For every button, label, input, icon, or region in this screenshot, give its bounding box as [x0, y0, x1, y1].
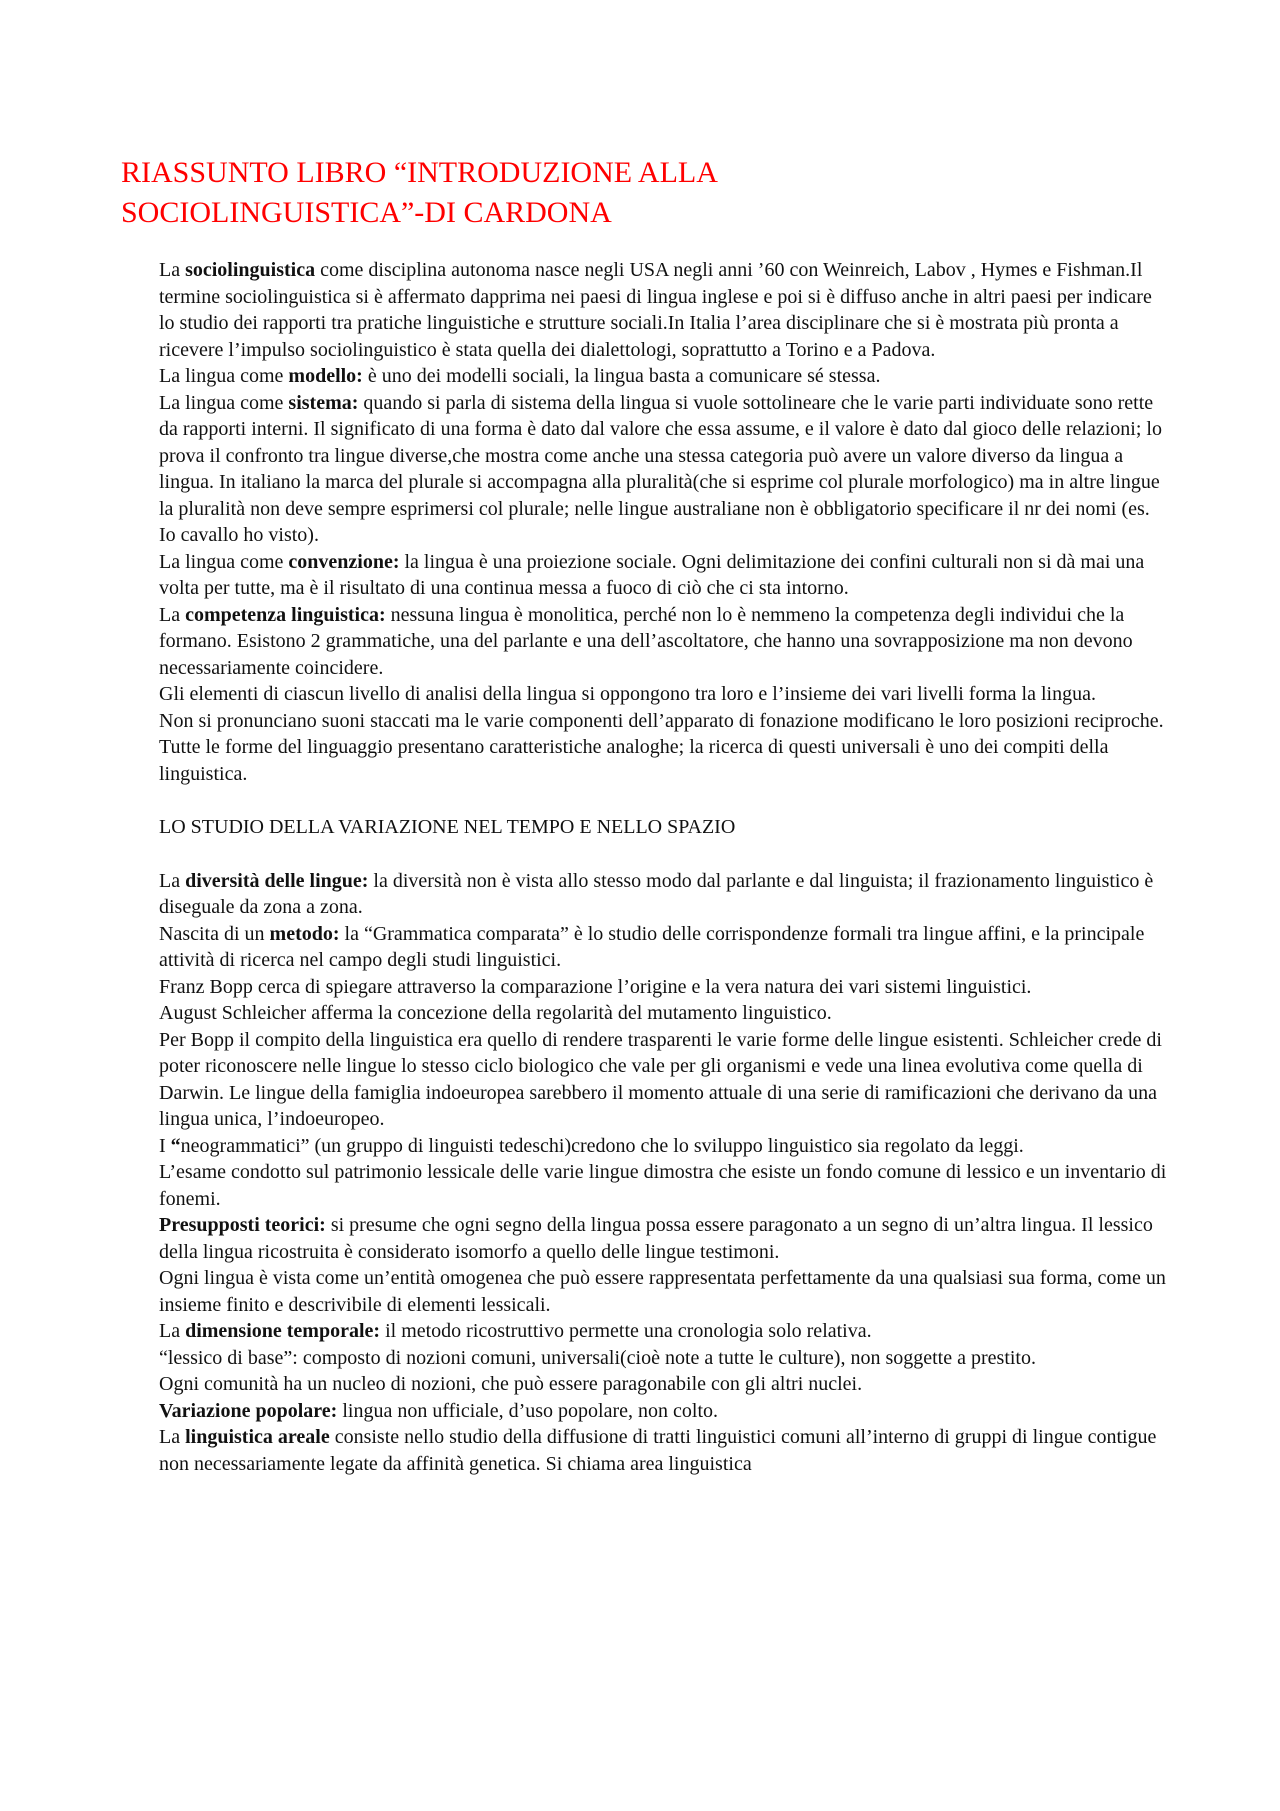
paragraph	[159, 1318, 1169, 1345]
paragraph-lead: La lingua come	[159, 391, 289, 414]
paragraph	[159, 257, 1169, 363]
paragraph-lead: La	[159, 1426, 186, 1448]
paragraph-text: lingua non ufficiale, d’uso popolare, non colto.	[337, 1399, 718, 1422]
paragraph-lead: Nascita di un	[159, 922, 270, 945]
document-body	[159, 257, 1169, 1477]
paragraph	[159, 1345, 1169, 1372]
paragraph	[159, 363, 1169, 390]
paragraph-text: si presume che ogni segno della lingua possa essere paragonato a un segno di un’altra lingua. Il lessico della lingua ricostruita è considerato isomorfo a quello delle lingue testimoni.	[159, 1214, 1153, 1263]
paragraph-lead: La	[159, 259, 186, 281]
paragraph-text: neogrammatici” (un gruppo di linguisti tedeschi)credono che lo sviluppo linguistico sia regolato da leggi.	[180, 1134, 1024, 1157]
key-term: Variazione popolare:	[159, 1399, 338, 1422]
paragraph	[159, 921, 1169, 974]
key-term: sistema:	[288, 391, 359, 414]
key-term: convenzione:	[288, 550, 400, 573]
section-heading: LO STUDIO DELLA VARIAZIONE NEL TEMPO E NELLO SPAZIO	[159, 816, 736, 838]
paragraph-text: la diversità non è vista allo stesso modo dal parlante e dal linguista; il frazionamento linguistico è diseguale da zona a zona.	[159, 869, 1154, 918]
paragraph-lead: La lingua come	[159, 365, 289, 387]
paragraph-text: August Schleicher afferma la concezione della regolarità del mutamento linguistico.	[159, 1002, 832, 1024]
paragraph	[159, 1424, 1169, 1477]
paragraph-text: Per Bopp il compito della linguistica era quello di rendere trasparenti le varie forme delle lingue esistenti. Schleicher crede di poter riconoscere nelle lingue lo stesso ciclo biologico che vale per gli organismi e vede una linea evolutiva come quella di Darwin. Le lingue della famiglia indoeuropea sarebbero il momento attuale di una serie di ramificazioni che derivano da una lingua unica, l’indoeuropeo.	[159, 1028, 1162, 1130]
paragraph-text: Tutte le forme del linguaggio presentano caratteristiche analoghe; la ricerca di questi universali è uno dei compiti della linguistica.	[159, 736, 1109, 785]
paragraph-text: Gli elementi di ciascun livello di analisi della lingua si oppongono tra loro e l’insieme dei vari livelli forma la lingua.	[159, 683, 1096, 705]
key-term: modello:	[288, 365, 363, 387]
paragraph	[159, 1027, 1169, 1133]
paragraph-text: quando si parla di sistema della lingua si vuole sottolineare che le varie parti individuate sono rette da rapporti interni. Il significato di una forma è dato dal valore che essa assume, e il valore è dato dal gioco delle relazioni; lo prova il confronto tra lingue diverse,che mostra come anche una stessa categoria può avere un valore diverso da lingua a lingua. In italiano la marca del plurale si accompagna alla pluralità(che si esprime col plurale morfologico) ma in altre lingue la pluralità non deve sempre esprimersi col plurale; nelle lingue australiane non è obbligatorio specificare il nr dei nomi (es. Io cavallo ho visto).	[159, 391, 1162, 546]
title-line-1: RIASSUNTO LIBRO “INTRODUZIONE ALLA	[121, 156, 718, 189]
paragraph	[159, 868, 1169, 921]
paragraph-text: nessuna lingua è monolitica, perché non lo è nemmeno la competenza degli individui che la formano. Esistono 2 grammatiche, una del parlante e una dell’ascoltatore, che hanno una sovrapposizione ma non devono necessariamente coincidere.	[159, 603, 1133, 679]
intro-section	[159, 257, 1169, 787]
paragraph-text: consiste nello studio della diffusione di tratti linguistici comuni all’interno di gruppi di lingue contigue non necessariamente legate da affinità genetica. Si chiama area linguistica	[159, 1426, 1157, 1475]
key-term: linguistica areale	[185, 1426, 330, 1448]
paragraph	[159, 390, 1169, 549]
paragraph-lead: La	[159, 1320, 186, 1342]
key-term: Presupposti teorici:	[159, 1214, 326, 1236]
key-term: metodo:	[269, 922, 340, 945]
paragraph	[159, 549, 1169, 602]
paragraph	[159, 734, 1169, 787]
paragraph-text: Ogni lingua è vista come un’entità omogenea che può essere rappresentata perfettamente da una qualsiasi sua forma, come un insieme finito e descrivibile di elementi lessicali.	[159, 1267, 1166, 1316]
paragraph	[159, 1000, 1169, 1027]
key-term: dimensione temporale:	[185, 1320, 381, 1342]
title-line-2: SOCIOLINGUISTICA”-DI CARDONA	[121, 196, 612, 229]
paragraph-text: come disciplina autonoma nasce negli USA negli anni ’60 con Weinreich, Labov , Hymes e Fishman.Il termine sociolinguistica si è affermato dapprima nei paesi di lingua inglese e poi si è diffuso anche in altri paesi per indicare lo studio dei rapporti tra pratiche linguistiche e strutture sociali.In Italia l’area disciplinare che si è mostrata più pronta a ricevere l’impulso sociolinguistico è stata quella dei dialettologi, soprattutto a Torino e a Padova.	[159, 259, 1152, 361]
variation-section	[159, 868, 1169, 1478]
paragraph-text: Non si pronunciano suoni staccati ma le varie componenti dell’apparato di fonazione modificano le loro posizioni reciproche.	[159, 709, 1164, 732]
paragraph	[159, 1265, 1169, 1318]
paragraph	[159, 974, 1169, 1001]
key-term: “	[170, 1134, 181, 1157]
paragraph	[159, 1159, 1169, 1212]
document-title	[121, 153, 1121, 233]
paragraph-text: è uno dei modelli sociali, la lingua basta a comunicare sé stessa.	[362, 365, 881, 387]
paragraph	[159, 1371, 1169, 1398]
key-term: sociolinguistica	[185, 259, 316, 281]
paragraph-lead: La	[159, 869, 186, 892]
key-term: diversità delle lingue:	[185, 869, 369, 892]
paragraph-lead: I	[159, 1134, 171, 1157]
key-term: competenza linguistica:	[185, 603, 386, 626]
paragraph-text: “lessico di base”: composto di nozioni comuni, universali(cioè note a tutte le culture), non soggette a prestito.	[159, 1346, 1036, 1369]
paragraph-lead: La lingua come	[159, 550, 289, 573]
paragraph	[159, 1398, 1169, 1425]
paragraph-text: la “Grammatica comparata” è lo studio delle corrispondenze formali tra lingue affini, e la principale attività di ricerca nel campo degli studi linguistici.	[159, 922, 1145, 971]
paragraph-text: la lingua è una proiezione sociale. Ogni delimitazione dei confini culturali non si dà mai una volta per tutte, ma è il risultato di una continua messa a fuoco di ciò che ci sta intorno.	[159, 550, 1145, 599]
paragraph-text: il metodo ricostruttivo permette una cronologia solo relativa.	[380, 1320, 872, 1342]
paragraph-lead: La	[159, 603, 186, 626]
section-gap	[159, 841, 1169, 868]
paragraph-text: L’esame condotto sul patrimonio lessicale delle varie lingue dimostra che esiste un fondo comune di lessico e un inventario di fonemi.	[159, 1161, 1167, 1210]
paragraph	[159, 1212, 1169, 1265]
paragraph	[159, 681, 1169, 708]
paragraph-text: Ogni comunità ha un nucleo di nozioni, che può essere paragonabile con gli altri nuclei.	[159, 1373, 863, 1395]
paragraph-text: Franz Bopp cerca di spiegare attraverso la comparazione l’origine e la vera natura dei vari sistemi linguistici.	[159, 975, 1032, 998]
paragraph	[159, 708, 1169, 735]
paragraph	[159, 1133, 1169, 1160]
paragraph	[159, 602, 1169, 682]
